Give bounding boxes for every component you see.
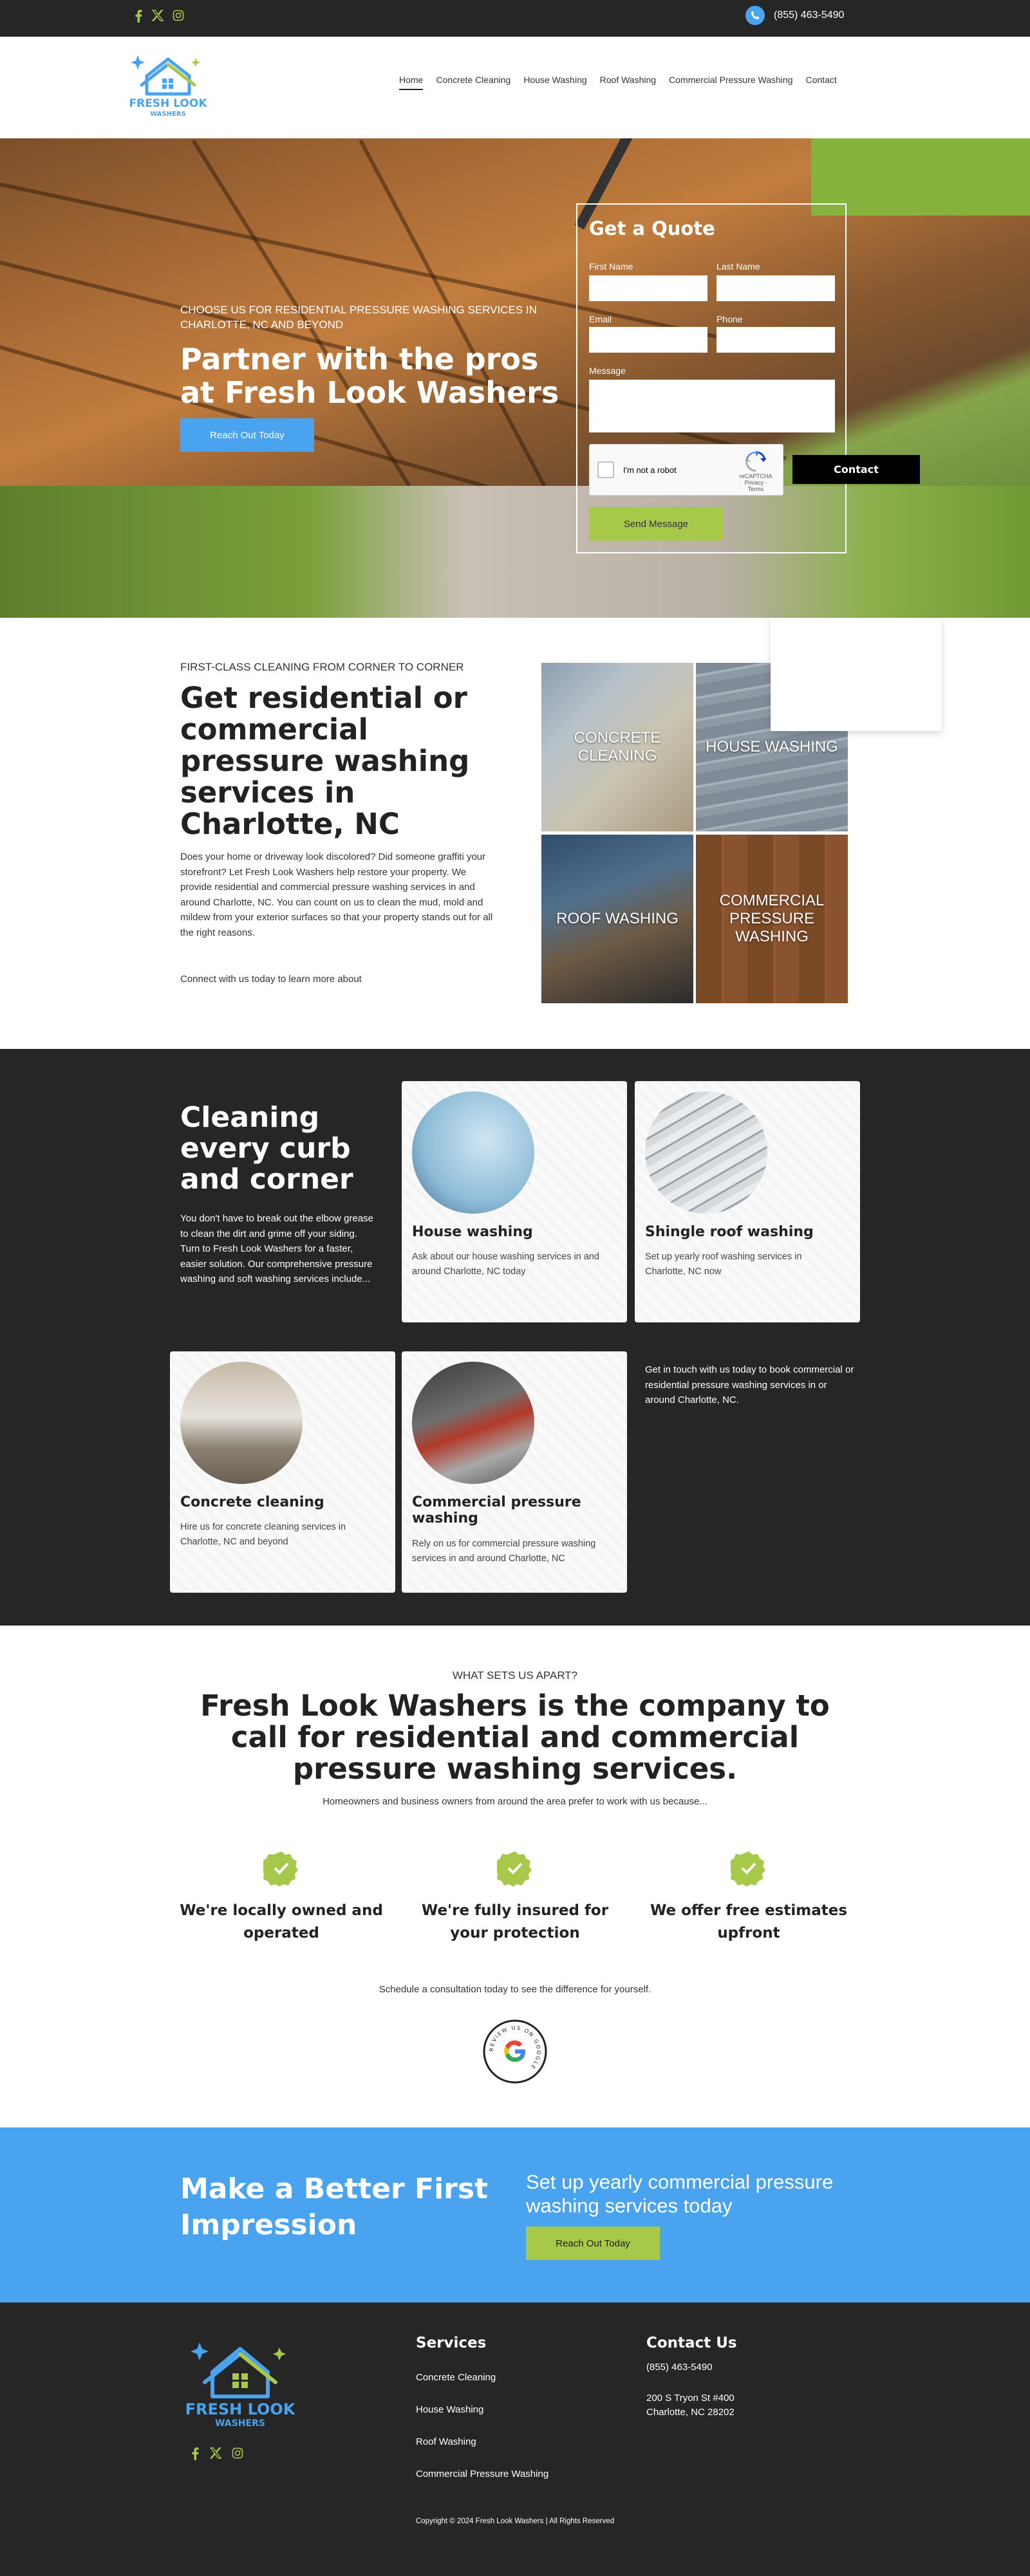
footer-services-heading: Services <box>416 2335 487 2351</box>
recaptcha-icon <box>745 451 766 472</box>
house-washing-photo <box>412 1091 534 1214</box>
tile-label: COMMERCIAL PRESSURE WASHING <box>719 892 825 945</box>
tile-roof-washing[interactable] <box>541 835 693 1003</box>
first-name-input[interactable] <box>589 275 707 301</box>
footer-contact-heading: Contact Us <box>646 2335 737 2351</box>
facebook-icon[interactable] <box>191 2447 200 2460</box>
recaptcha-label: I'm not a robot <box>623 465 677 475</box>
service-card-commercial[interactable] <box>402 1351 627 1593</box>
footer-address-line1: 200 S Tryon St #400 <box>646 2393 735 2404</box>
phone-icon <box>745 6 765 25</box>
message-textarea[interactable] <box>589 380 835 432</box>
banner-reach-out-button[interactable]: Reach Out Today <box>526 2227 660 2260</box>
card-text: Ask about our house washing services in and around Charlotte, NC today <box>412 1252 599 1277</box>
feature-text: We're fully insured for your protection <box>421 1902 609 1941</box>
apart-title: Fresh Look Washers is the company to call for residential and commercial pressure washing services. <box>200 1689 830 1786</box>
feature-local <box>172 1850 391 1945</box>
feature-insured <box>406 1850 624 1945</box>
tile-label: ROOF WASHING <box>556 910 679 927</box>
card-title: Shingle roof washing <box>645 1224 814 1240</box>
nav-concrete-cleaning[interactable]: Concrete Cleaning <box>436 75 511 85</box>
logo-line1: FRESH LOOK <box>129 97 207 110</box>
main-nav <box>399 75 837 90</box>
tile-label: CONCRETE CLEANING <box>574 729 661 764</box>
intro-kicker: FIRST-CLASS CLEANING FROM CORNER TO CORNER <box>180 661 464 673</box>
top-phone[interactable] <box>745 6 844 25</box>
banner-title: Make a Better First Impression <box>180 2173 489 2241</box>
first-name-label: First Name <box>589 261 633 272</box>
recaptcha-brand: reCAPTCHA <box>739 473 772 479</box>
verified-badge-icon <box>497 1850 533 1886</box>
verified-badge-icon <box>731 1850 767 1886</box>
email-label: Email <box>589 314 612 324</box>
hero-text <box>180 302 566 409</box>
footer-address-line2: Charlotte, NC 28202 <box>646 2407 735 2418</box>
send-message-button[interactable]: Send Message <box>589 507 723 541</box>
top-bar <box>0 0 1030 37</box>
card-title: Concrete cleaning <box>180 1494 324 1510</box>
schedule-text: Schedule a consultation today to see the difference for yourself. <box>379 1984 651 1995</box>
site-footer <box>0 2303 1030 2576</box>
hero-garden-strip <box>0 486 1030 618</box>
email-input[interactable] <box>589 327 707 353</box>
service-card-house-washing[interactable] <box>402 1081 627 1322</box>
intro-body: Does your home or driveway look discolored? Did someone graffiti your storefront? Let Fresh Look Washers help restore your property. We provide residential and commercial pressure washing services in and around Charlotte, NC. You can count on us to clean the mud, mold and mildew from your exterior surfaces so that your property stands out for all the right reasons. <box>180 851 493 938</box>
feature-free-estimates <box>639 1850 858 1945</box>
tile-label: HOUSE WASHING <box>706 738 838 755</box>
card-title: Commercial pressure washing <box>412 1494 581 1526</box>
feature-text: We're locally owned and operated <box>180 1902 383 1941</box>
intro-cta-text: Connect with us today to learn more about <box>180 974 362 985</box>
footer-logo-line2: WASHERS <box>215 2418 265 2429</box>
last-name-label: Last Name <box>716 261 760 272</box>
services-closing: Get in touch with us today to book commercial or residential pressure washing services in or around Charlotte, NC. <box>645 1364 854 1405</box>
card-title: House washing <box>412 1224 533 1240</box>
copyright: Copyright © 2024 Fresh Look Washers | All Rights Reserved <box>415 2517 615 2525</box>
nav-home[interactable]: Home <box>399 75 423 90</box>
roof-washing-photo <box>645 1091 767 1214</box>
quote-form-title: Get a Quote <box>589 218 715 239</box>
hero-subtitle: CHOOSE US FOR RESIDENTIAL PRESSURE WASHING SERVICES IN CHARLOTTE, NC AND BEYOND <box>180 304 537 331</box>
footer-phone[interactable]: (855) 463-5490 <box>646 2362 713 2373</box>
commercial-washing-photo <box>412 1362 534 1484</box>
nav-roof-washing[interactable]: Roof Washing <box>599 75 657 85</box>
footer-link-house[interactable]: House Washing <box>416 2404 484 2415</box>
services-title: Cleaning every curb and corner <box>180 1101 353 1196</box>
verified-badge-icon <box>263 1850 299 1886</box>
service-card-roof-washing[interactable] <box>635 1081 860 1322</box>
hero-title: Partner with the pros at Fresh Look Washers <box>180 342 559 410</box>
nav-contact[interactable]: Contact <box>805 75 837 85</box>
nav-commercial-pressure-washing[interactable]: Commercial Pressure Washing <box>669 75 793 85</box>
services-body: You don't have to break out the elbow grease to clean the dirt and grime off your siding. Turn to Fresh Look Washers for a faster, easier solution. Our comprehensive pressure washing and soft washing services include... <box>180 1213 374 1284</box>
google-badge-text: REVIEW US ON GOOGLE <box>488 2025 542 2071</box>
card-text: Set up yearly roof washing services in Charlotte, NC now <box>645 1252 802 1277</box>
top-social-links <box>134 10 184 23</box>
footer-link-commercial[interactable]: Commercial Pressure Washing <box>416 2469 549 2479</box>
instagram-icon[interactable] <box>173 10 184 21</box>
last-name-input[interactable] <box>716 275 835 301</box>
banner-subtitle: Set up yearly commercial pressure washing services today <box>526 2171 834 2217</box>
message-label: Message <box>589 366 626 376</box>
footer-logo-line1: FRESH LOOK <box>185 2400 295 2418</box>
contact-popup-panel <box>771 618 942 731</box>
floating-contact-button[interactable]: Contact <box>792 455 920 484</box>
card-text: Hire us for concrete cleaning services in Charlotte, NC and beyond <box>180 1522 346 1547</box>
nav-house-washing[interactable]: House Washing <box>523 75 587 85</box>
x-twitter-icon[interactable] <box>210 2447 221 2459</box>
concrete-cleaning-photo <box>180 1362 303 1484</box>
footer-link-concrete[interactable]: Concrete Cleaning <box>416 2372 496 2383</box>
logo-line2: WASHERS <box>150 111 186 118</box>
cta-banner <box>0 2127 1030 2303</box>
hero-reach-out-button[interactable]: Reach Out Today <box>180 418 314 452</box>
apart-kicker: WHAT SETS US APART? <box>452 1669 578 1682</box>
phone-input[interactable] <box>716 327 835 353</box>
apart-subtitle: Homeowners and business owners from around the area prefer to work with us because... <box>323 1796 707 1807</box>
footer-link-roof[interactable]: Roof Washing <box>416 2436 476 2447</box>
google-review-badge[interactable] <box>483 2019 547 2084</box>
quote-form <box>576 203 847 553</box>
tile-concrete-cleaning[interactable] <box>541 663 693 831</box>
recaptcha-widget <box>589 444 783 496</box>
card-text: Rely on us for commercial pressure washing services in and around Charlotte, NC <box>412 1539 596 1564</box>
brand-logo[interactable] <box>129 46 207 120</box>
recaptcha-links[interactable]: Privacy - Terms <box>744 479 767 492</box>
footer-social-links <box>191 2447 243 2460</box>
phone-label: Phone <box>716 314 743 324</box>
top-phone-number[interactable]: (855) 463-5490 <box>774 10 845 21</box>
footer-logo[interactable] <box>185 2330 295 2432</box>
instagram-icon[interactable] <box>232 2447 243 2459</box>
recaptcha-checkbox[interactable] <box>597 461 614 478</box>
service-card-concrete-cleaning[interactable] <box>170 1351 395 1593</box>
facebook-icon[interactable] <box>134 10 143 23</box>
x-twitter-icon[interactable] <box>152 10 164 21</box>
feature-text: We offer free estimates upfront <box>650 1902 848 1941</box>
recaptcha-logo <box>736 451 775 492</box>
intro-title: Get residential or commercial pressure washing services in Charlotte, NC <box>180 681 470 841</box>
tile-commercial-pressure-washing[interactable] <box>696 835 848 1003</box>
